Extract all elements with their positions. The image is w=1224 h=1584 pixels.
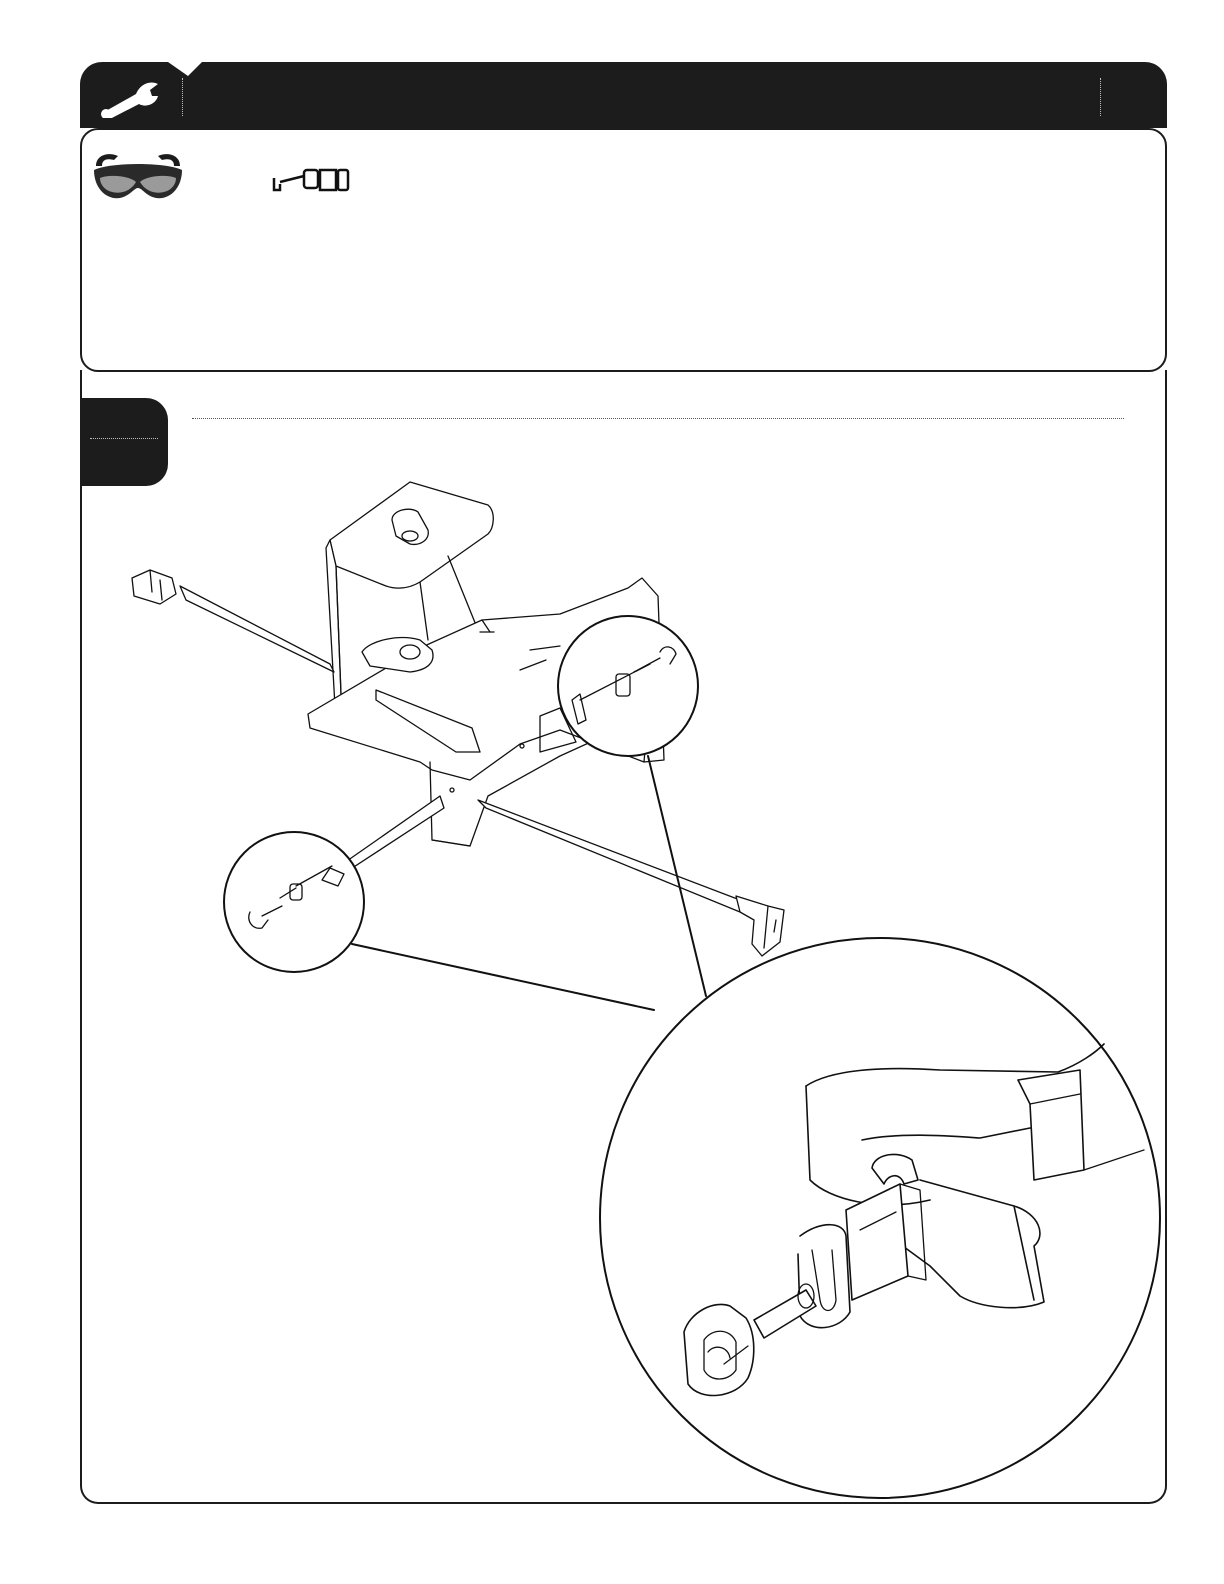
- leader-line-left: [352, 944, 654, 1010]
- strap-detail-enlarged: [600, 938, 1160, 1498]
- strap-detail-magnifier-left: [224, 832, 364, 972]
